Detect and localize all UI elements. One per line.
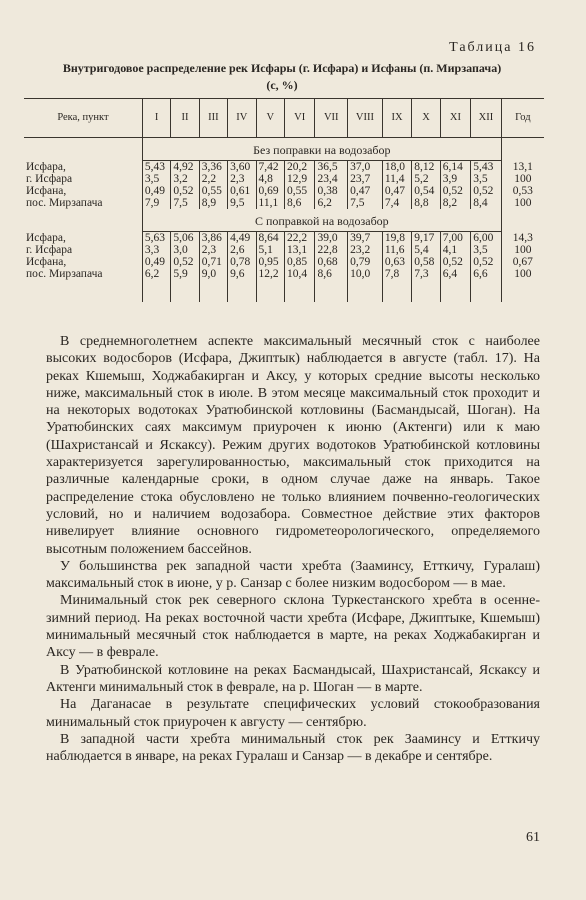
column-header-month: VII	[315, 99, 348, 138]
month-cell: 3,0	[171, 244, 199, 256]
row-label: Исфана,	[26, 185, 67, 197]
row-label: г. Исфара	[26, 244, 73, 256]
paragraph: В западной части хребта минимальный сток рек Зааминсу и Етткичу наблюдается в январе, на реках Гуралаш и Санзар — в декабре и сентябре.	[46, 731, 540, 765]
month-cell: 0,52	[440, 256, 471, 268]
table-number: Таблица 16	[449, 40, 536, 55]
paragraph: У большинства рек западной части хребта (Зааминсу, Етткичу, Гуралаш) максимальный сток в июне, у р. Санзар с более низким водосбором — в мае.	[46, 558, 540, 592]
month-cell: 8,6	[284, 197, 315, 209]
month-cell: 0,63	[382, 256, 411, 268]
month-cell: 3,3	[142, 244, 170, 256]
column-header-month: II	[171, 99, 199, 138]
month-cell: 3,60	[228, 161, 256, 174]
month-cell: 5,2	[412, 173, 440, 185]
month-cell: 8,8	[412, 197, 440, 209]
month-cell: 4,49	[228, 232, 256, 245]
month-cell: 3,5	[471, 244, 502, 256]
row-label: Исфана,	[26, 256, 67, 268]
month-cell: 0,52	[471, 256, 502, 268]
month-cell: 3,9	[440, 173, 471, 185]
row-label: пос. Мирзапача	[26, 268, 103, 280]
year-cell: 0,53	[501, 185, 544, 197]
month-cell: 37,0	[348, 161, 383, 174]
month-cell: 7,00	[440, 232, 471, 245]
body-text	[46, 333, 540, 765]
column-header-month: X	[412, 99, 440, 138]
column-header-month: VI	[284, 99, 315, 138]
paragraph: На Даганасае в результате специфических условий стокообразования минимальный сток приурочен к августу — сентябрю.	[46, 697, 540, 730]
month-cell: 0,52	[171, 256, 199, 268]
table-row	[24, 161, 544, 174]
month-cell: 9,17	[412, 232, 440, 245]
column-header-month: XII	[471, 99, 502, 138]
month-cell: 5,43	[142, 161, 170, 174]
year-cell: 0,67	[501, 256, 544, 268]
column-header-month: IX	[382, 99, 411, 138]
caption-line2: (с, %)	[266, 78, 298, 92]
month-cell: 36,5	[315, 161, 348, 174]
month-cell: 5,4	[412, 244, 440, 256]
month-cell: 39,0	[315, 232, 348, 245]
table-header-row	[24, 99, 544, 138]
row-label: Исфара,	[26, 160, 66, 173]
year-cell: 100	[501, 197, 544, 209]
month-cell: 0,55	[284, 185, 315, 197]
month-cell: 11,4	[382, 173, 411, 185]
month-cell: 0,54	[412, 185, 440, 197]
paragraph: В Уратюбинской котловине на реках Басмандысай, Шахристансай, Яскаксу и Актенги минимальный сток в феврале, на р. Шоган — в марте.	[46, 662, 540, 695]
month-cell: 9,0	[199, 268, 227, 302]
year-cell: 13,1	[501, 161, 544, 174]
month-cell: 3,5	[142, 173, 170, 185]
year-cell: 100	[501, 268, 544, 302]
month-cell: 0,47	[348, 185, 383, 197]
month-cell: 12,2	[256, 268, 284, 302]
month-cell: 0,38	[315, 185, 348, 197]
month-cell: 2,6	[228, 244, 256, 256]
month-cell: 0,71	[199, 256, 227, 268]
month-cell: 12,9	[284, 173, 315, 185]
month-cell: 0,49	[142, 185, 170, 197]
caption-line1: Внутригодовое распределение рек Исфары (г. Исфара) и Исфаны (п. Мирзапача)	[62, 61, 502, 75]
month-cell: 8,4	[471, 197, 502, 209]
month-cell: 6,6	[471, 268, 502, 302]
runoff-table	[24, 98, 544, 302]
month-cell: 18,0	[382, 161, 411, 174]
page-number: 61	[526, 830, 540, 845]
column-header-month: IV	[228, 99, 256, 138]
month-cell: 4,8	[256, 173, 284, 185]
month-cell: 6,14	[440, 161, 471, 174]
month-cell: 5,06	[171, 232, 199, 245]
month-cell: 8,64	[256, 232, 284, 245]
month-cell: 0,49	[142, 256, 170, 268]
row-label: пос. Мирзапача	[26, 197, 103, 209]
paragraph: В среднемноголетнем аспекте максимальный месячный сток с наиболее высоких водосборов (Исфара, Джиптык) наблюдается в августе (табл. 17). На реках Кшемыш, Ходжабакирган и Аксу, у которых средние высоты несколько ниже, максимальный сток в июле. В этом месяце максимальный сток проходит и на некоторых водотоках Уратюбинской котловины (Басмандысай, Шоган). На Уратюбинских саях максимум приурочен к июню (Актенги) или к маю (Шахристансай и Яскаксу). Режим других водотоков Уратюбинской котловины характеризуется зарегулированностью, максимальный сток приходится на различные календарные сроки, в одном случае даже на январь. Такое распределение стока обусловлено не только влиянием почвенно-геологических условий, но и наличием водозабора. Совместное действие этих факторов нивелирует влияние основного гидрометеорологического, определяемого высотным положением бассейнов.	[46, 334, 540, 557]
month-cell: 7,42	[256, 161, 284, 174]
table-row	[24, 256, 544, 268]
column-header-month: I	[142, 99, 170, 138]
month-cell: 13,1	[284, 244, 315, 256]
month-cell: 23,2	[348, 244, 383, 256]
month-cell: 0,52	[171, 185, 199, 197]
column-header-river: Река, пункт	[24, 99, 142, 138]
year-cell: 14,3	[501, 232, 544, 245]
section-title-row	[24, 209, 544, 232]
section-label-blank	[24, 138, 142, 161]
section-title-row	[24, 138, 544, 161]
month-cell: 9,6	[228, 268, 256, 302]
month-cell: 19,8	[382, 232, 411, 245]
row-label: г. Исфара	[26, 173, 73, 185]
table-body	[24, 138, 544, 303]
month-cell: 5,9	[171, 268, 199, 302]
month-cell: 5,43	[471, 161, 502, 174]
month-cell: 7,5	[348, 197, 383, 209]
month-cell: 5,1	[256, 244, 284, 256]
month-cell: 0,47	[382, 185, 411, 197]
month-cell: 7,4	[382, 197, 411, 209]
month-cell: 7,3	[412, 268, 440, 302]
month-cell: 4,92	[171, 161, 199, 174]
month-cell: 23,4	[315, 173, 348, 185]
month-cell: 0,78	[228, 256, 256, 268]
month-cell: 2,2	[199, 173, 227, 185]
month-cell: 22,2	[284, 232, 315, 245]
month-cell: 8,2	[440, 197, 471, 209]
month-cell: 6,2	[315, 197, 348, 209]
column-header-month: V	[256, 99, 284, 138]
section-year-blank	[501, 138, 544, 161]
month-cell: 8,6	[315, 268, 348, 302]
section-label-blank	[24, 209, 142, 232]
month-cell: 11,6	[382, 244, 411, 256]
table-row	[24, 268, 544, 302]
column-header-month: VIII	[348, 99, 383, 138]
table-row	[24, 244, 544, 256]
month-cell: 10,4	[284, 268, 315, 302]
section-title: Без поправки на водозабор	[142, 138, 501, 161]
year-cell: 100	[501, 244, 544, 256]
month-cell: 11,1	[256, 197, 284, 209]
table-row	[24, 173, 544, 185]
table-row	[24, 197, 544, 209]
section-year-blank	[501, 209, 544, 232]
month-cell: 3,36	[199, 161, 227, 174]
month-cell: 0,79	[348, 256, 383, 268]
month-cell: 22,8	[315, 244, 348, 256]
month-cell: 0,85	[284, 256, 315, 268]
column-header-month: XI	[440, 99, 471, 138]
month-cell: 4,1	[440, 244, 471, 256]
month-cell: 10,0	[348, 268, 383, 302]
month-cell: 0,69	[256, 185, 284, 197]
paragraph: Минимальный сток рек северного склона Туркестанского хребта в осенне-зимний период. На реках восточной части хребта (Исфаре, Джиптыке, Кшемыш) минимальный месячный сток наблюдается в марте, на реках Ходжабакирган и Аксу — в феврале.	[46, 593, 540, 661]
month-cell: 6,2	[142, 268, 170, 302]
month-cell: 9,5	[228, 197, 256, 209]
month-cell: 0,61	[228, 185, 256, 197]
month-cell: 0,55	[199, 185, 227, 197]
column-header-month: III	[199, 99, 227, 138]
month-cell: 8,12	[412, 161, 440, 174]
month-cell: 3,5	[471, 173, 502, 185]
month-cell: 2,3	[199, 244, 227, 256]
month-cell: 6,00	[471, 232, 502, 245]
month-cell: 7,5	[171, 197, 199, 209]
month-cell: 0,95	[256, 256, 284, 268]
month-cell: 7,8	[382, 268, 411, 302]
month-cell: 0,52	[471, 185, 502, 197]
row-label: Исфара,	[26, 231, 66, 244]
month-cell: 5,63	[142, 232, 170, 245]
month-cell: 6,4	[440, 268, 471, 302]
table-row	[24, 185, 544, 197]
month-cell: 3,2	[171, 173, 199, 185]
month-cell: 7,9	[142, 197, 170, 209]
table-row	[24, 232, 544, 245]
month-cell: 23,7	[348, 173, 383, 185]
month-cell: 0,52	[440, 185, 471, 197]
month-cell: 39,7	[348, 232, 383, 245]
section-title: С поправкой на водозабор	[142, 209, 501, 232]
month-cell: 0,58	[412, 256, 440, 268]
month-cell: 2,3	[228, 173, 256, 185]
month-cell: 20,2	[284, 161, 315, 174]
month-cell: 8,9	[199, 197, 227, 209]
month-cell: 0,68	[315, 256, 348, 268]
month-cell: 3,86	[199, 232, 227, 245]
table-caption	[24, 60, 540, 94]
column-header-year: Год	[501, 99, 544, 138]
year-cell: 100	[501, 173, 544, 185]
